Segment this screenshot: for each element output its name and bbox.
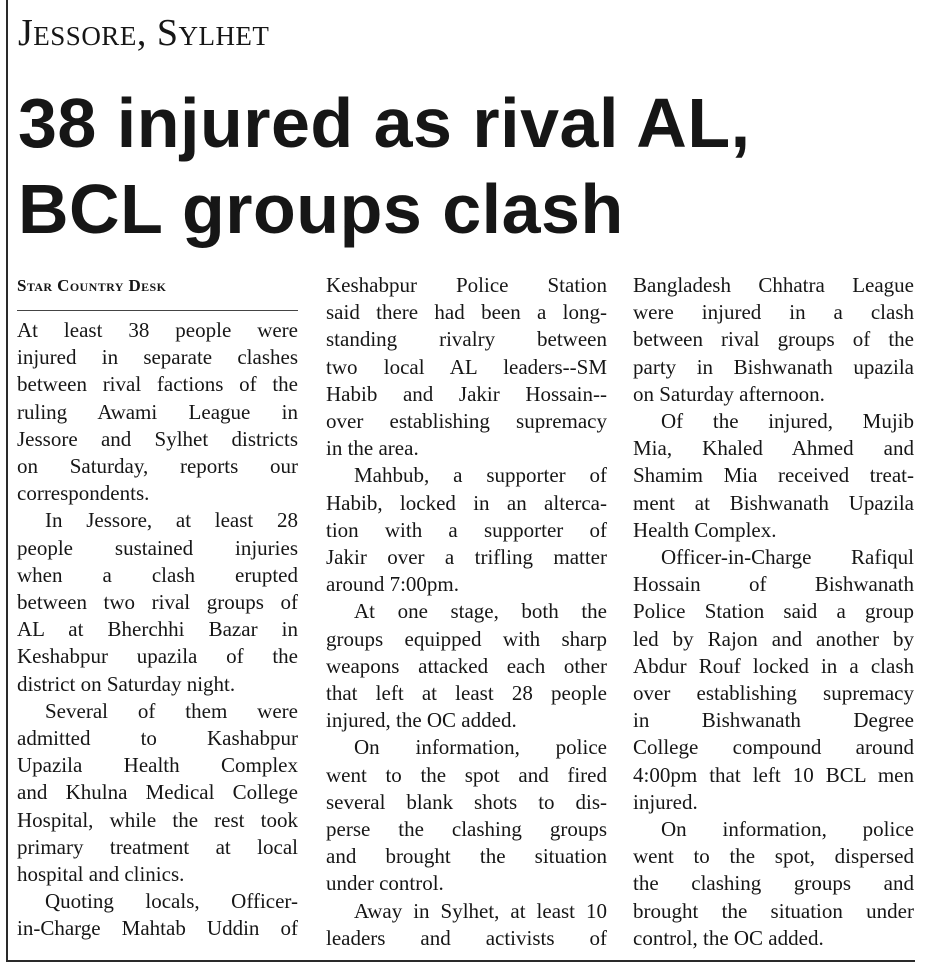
text-line: over establishing supremacy — [633, 681, 914, 706]
text-line: AL at Bherchhi Bazar in — [17, 617, 298, 642]
text-line: between rival factions of the — [17, 372, 298, 397]
text-line: Hossain of Bishwanath — [633, 572, 914, 597]
text-line: leaders and activists of — [326, 925, 607, 950]
text-line: party in Bishwanath upazila — [633, 354, 914, 379]
text-line: several blank shots to dis- — [326, 789, 607, 814]
byline-divider — [17, 310, 298, 311]
text-line: between two rival groups of — [17, 590, 298, 615]
text-line: Several of them were — [45, 698, 298, 723]
text-line: when a clash erupted — [17, 562, 298, 587]
text-line: On information, police — [354, 735, 607, 760]
text-line: between rival groups of the — [633, 327, 914, 352]
text-line: control, the OC added. — [633, 925, 824, 950]
text-line: Health Complex. — [633, 517, 777, 542]
text-line: two local AL leaders--SM — [326, 354, 607, 379]
text-line: Mahbub, a supporter of — [354, 463, 607, 488]
column-1-text — [17, 317, 298, 943]
text-line: admitted to Kashabpur — [17, 726, 298, 751]
text-line: weapons attacked each other — [326, 653, 607, 678]
headline-line: 38 injured as rival AL, — [18, 84, 751, 162]
text-line: Upazila Health Complex — [17, 753, 298, 778]
text-line: ment at Bishwanath Upazila — [633, 490, 914, 515]
text-line: the clashing groups and — [633, 871, 914, 896]
text-line: and Khulna Medical College — [17, 780, 298, 805]
text-line: At one stage, both the — [354, 599, 607, 624]
text-line: Jakir over a trifling matter — [326, 545, 607, 570]
text-line: In Jessore, at least 28 — [45, 508, 298, 533]
text-line: 4:00pm that left 10 BCL men — [633, 762, 914, 787]
text-line: in the area. — [326, 436, 419, 461]
text-line: on Saturday, reports our — [17, 454, 298, 479]
article-headline — [18, 80, 918, 252]
text-line: Abdur Rouf locked in a clash — [633, 653, 914, 678]
text-line: and brought the situation — [326, 844, 607, 869]
text-line: people sustained injuries — [17, 535, 298, 560]
text-line: were injured in a clash — [633, 300, 914, 325]
text-line: under control. — [326, 871, 444, 896]
text-line: district on Saturday night. — [17, 671, 236, 696]
text-line: On information, police — [661, 817, 914, 842]
text-line: in Bishwanath Degree — [633, 708, 914, 733]
text-line: Quoting locals, Officer- — [45, 889, 298, 914]
text-line: Habib, locked in an alterca- — [326, 490, 607, 515]
text-line: injured, the OC added. — [326, 708, 517, 733]
text-line: brought the situation under — [633, 898, 914, 923]
left-column-rule — [6, 0, 8, 960]
text-line: At least 38 people were — [17, 318, 298, 342]
text-line: primary treatment at local — [17, 834, 298, 859]
text-line: injured. — [633, 789, 698, 814]
text-line: Police Station said a group — [633, 599, 914, 624]
text-line: said there had been a long- — [326, 300, 607, 325]
text-line: Hospital, while the rest took — [17, 807, 298, 832]
text-line: Keshabpur Police Station — [326, 273, 607, 297]
article-column-1 — [17, 272, 298, 943]
text-line: Keshabpur upazila of the — [17, 644, 298, 669]
text-line: groups equipped with sharp — [326, 626, 607, 651]
text-line: Away in Sylhet, at least 10 — [354, 898, 607, 923]
text-line: in-Charge Mahtab Uddin of — [17, 916, 298, 941]
text-line: hospital and clinics. — [17, 862, 185, 887]
text-line: tion with a supporter of — [326, 517, 607, 542]
text-line: over establishing supremacy — [326, 409, 607, 434]
column-3-text — [633, 272, 914, 952]
headline-line: BCL groups clash — [18, 170, 624, 248]
article-column-3 — [633, 272, 914, 952]
text-line: went to the spot, dispersed — [633, 844, 914, 869]
text-line: led by Rajon and another by — [633, 626, 914, 651]
text-line: on Saturday afternoon. — [633, 381, 825, 406]
text-line: Mia, Khaled Ahmed and — [633, 436, 914, 461]
text-line: correspondents. — [17, 481, 150, 506]
text-line: Habib and Jakir Hossain-- — [326, 381, 607, 406]
text-line: College compound around — [633, 735, 914, 760]
article-column-2 — [326, 272, 607, 952]
text-line: standing rivalry between — [326, 327, 607, 352]
text-line: Officer-in-Charge Rafiqul — [661, 545, 914, 570]
bottom-rule — [6, 960, 915, 962]
text-line: perse the clashing groups — [326, 817, 607, 842]
text-line: Of the injured, Mujib — [661, 409, 914, 434]
byline: Star Country Desk — [17, 276, 167, 295]
text-line: went to the spot and fired — [326, 762, 607, 787]
text-line: injured in separate clashes — [17, 345, 298, 370]
text-line: ruling Awami League in — [17, 399, 298, 424]
text-line: Jessore and Sylhet districts — [17, 426, 298, 451]
text-line: around 7:00pm. — [326, 572, 459, 597]
text-line: Shamim Mia received treat- — [633, 463, 914, 488]
text-line: Bangladesh Chhatra League — [633, 273, 914, 297]
article-kicker: Jessore, Sylhet — [18, 12, 270, 54]
text-line: that left at least 28 people — [326, 681, 607, 706]
column-2-text — [326, 272, 607, 952]
